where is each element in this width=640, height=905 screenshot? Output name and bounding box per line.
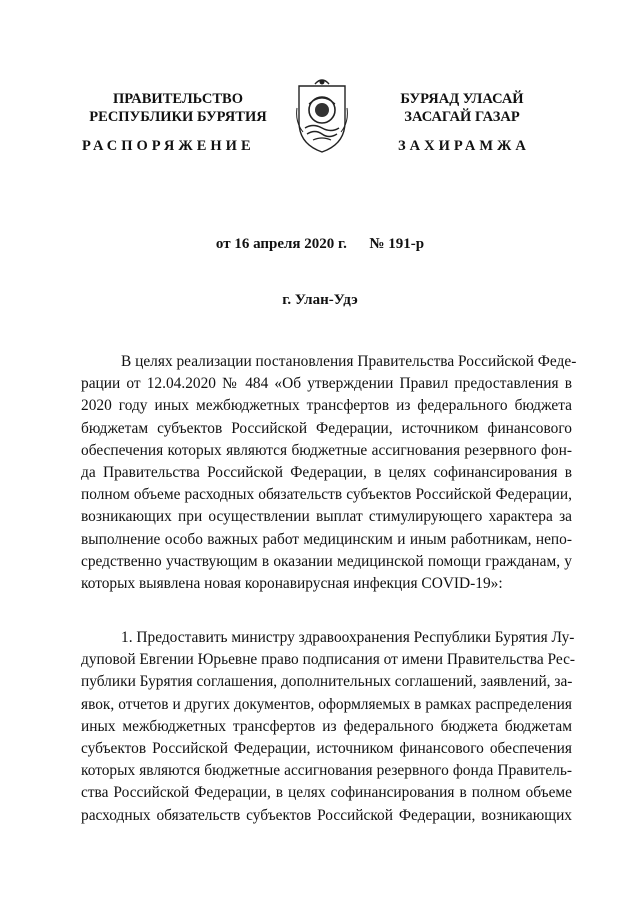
- document-city: г. Улан-Удэ: [282, 292, 358, 308]
- text-line: 1. Предоставить министру здравоохранения Республики Бурятия Лу-: [121, 629, 575, 646]
- text-line: выполнение особо важных работ медицинским и иным работникам, непо-: [81, 530, 572, 548]
- issuer-line: ПРАВИТЕЛЬСТВО: [113, 91, 243, 107]
- issuer-line: РЕСПУБЛИКИ БУРЯТИЯ: [89, 109, 267, 125]
- clause-1-paragraph: [81, 627, 576, 827]
- text-line: публики Бурятия соглашения, дополнительных соглашений, заявлений, за-: [81, 673, 573, 691]
- issuer-name-buryat: [362, 90, 562, 126]
- text-line: бюджетам субъектов Российской Федерации, источником финансового: [81, 419, 572, 437]
- text-line: которых выявлена новая коронавирусная инфекция COVID-19»:: [81, 575, 503, 593]
- buryatia-coat-of-arms-icon: [293, 78, 351, 154]
- text-line: 2020 году иных межбюджетных трансфертов из федерального бюджета: [81, 397, 572, 415]
- text-line: иных межбюджетных трансфертов из федерального бюджета бюджетам: [81, 717, 572, 735]
- doc-type-buryat: ЗАХИРАМЖА: [398, 138, 530, 154]
- text-line: да Правительства Российской Федерации, в целях софинансирования в: [81, 464, 572, 482]
- text-line: явок, отчетов и других документов, оформляемых в рамках распределения: [81, 695, 572, 713]
- document-number: № 191-р: [369, 236, 425, 252]
- text-line: которых являются бюджетные ассигнования резервного фонда Правитель-: [81, 762, 572, 780]
- issuer-name-russian: [78, 90, 278, 126]
- text-line: возникающих при осуществлении выплат стимулирующего характера за: [81, 508, 572, 526]
- text-line: В целях реализации постановления Правительства Российской Феде-: [121, 353, 577, 370]
- text-line: полном объеме расходных обязательств субъектов Российской Федерации,: [81, 486, 572, 504]
- text-line: ства Российской Федерации, в целях софинансирования в полном объеме: [81, 784, 572, 802]
- preamble-paragraph: [81, 351, 577, 595]
- text-line: субъектов Российской Федерации, источником финансового обеспечения: [81, 740, 572, 758]
- text-line: обеспечения которых являются бюджетные ассигнования резервного фон-: [81, 441, 572, 459]
- text-line: средственно участвующим в оказании медицинской помощи гражданам, у: [81, 552, 572, 570]
- issuer-line: ЗАСАГАЙ ГАЗАР: [404, 109, 520, 125]
- text-line: расходных обязательств субъектов Российской Федерации, возникающих: [81, 806, 572, 824]
- issuer-line: БУРЯАД УЛАСАЙ: [400, 91, 524, 107]
- document-date: от 16 апреля 2020 г.: [215, 236, 347, 252]
- date-number-line: [0, 236, 640, 253]
- text-line: дуповой Евгении Юрьевне право подписания от имени Правительства Рес-: [81, 651, 576, 669]
- doc-type-russian: РАСПОРЯЖЕНИЕ: [82, 138, 255, 154]
- text-line: рации от 12.04.2020 № 484 «Об утверждении Правил предоставления в: [81, 375, 572, 393]
